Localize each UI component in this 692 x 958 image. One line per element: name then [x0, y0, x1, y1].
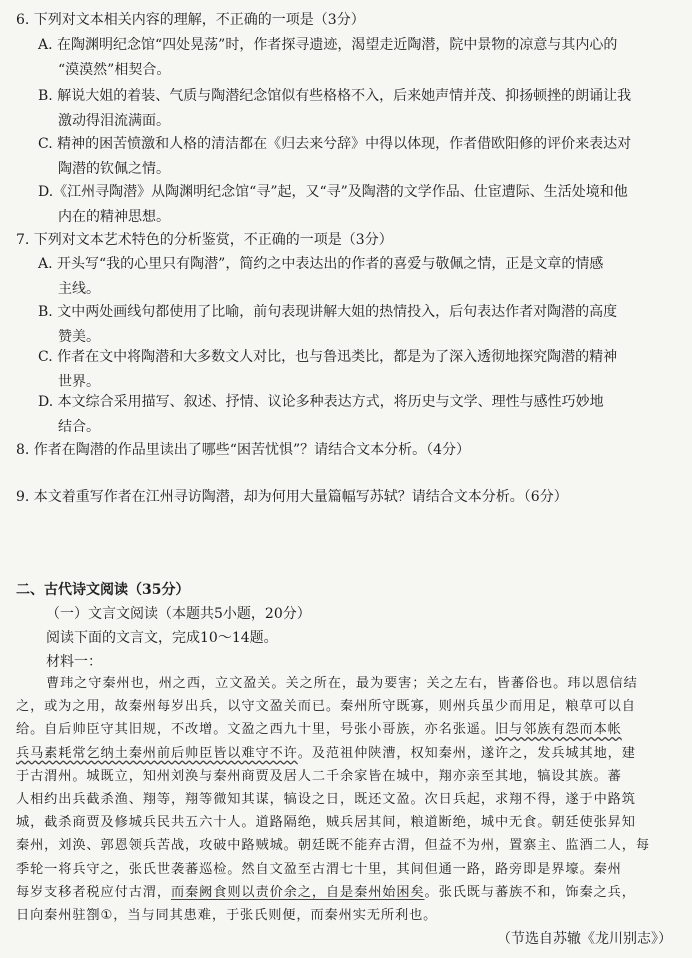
q6-option-c-line2: 陶潜的钦佩之情。	[58, 161, 170, 177]
wavy-underlined-sentence-part1: 旧与邻族有怨而本帐	[494, 722, 622, 738]
q6-option-a	[38, 33, 678, 83]
underlined-sentence: 而秦阙食则以责价余之，自是秦州始困矣	[170, 884, 425, 900]
q7-option-a	[38, 252, 678, 302]
q6-option-d-line1: D.《江州寻陶潜》从陶渊明纪念馆“寻”起，又“寻”及陶潜的文学作品、仕宦遭际、生活处境和他	[38, 184, 628, 200]
passage-line-4	[16, 742, 676, 765]
passage-line-10	[16, 881, 676, 904]
q7-option-b-line2: 赞美。	[58, 329, 100, 345]
q8-stem: 8. 作者在陶潜的作品里读出了哪些“困苦忧惧”？请结合文本分析。（4分）	[16, 442, 471, 458]
passage-line-8: 秦州，刘涣、郭恩领兵苦战，攻破中路贼城。朝廷既不能弃古渭，但益不为州，置寨主、监酒二人，每	[16, 838, 650, 854]
q7-option-d-line2: 结合。	[58, 419, 100, 435]
material-one-label: 材料一：	[46, 654, 102, 670]
passage-line-11: 日向秦州驻劄①，当与同其患难，于张氏则便，而秦州实无所利也。	[16, 908, 438, 924]
q7-option-d	[38, 390, 678, 440]
q7-option-d-line1: D. 本文综合采用描写、叙述、抒情、议论多种表达方式，将历史与文学、理性与感性巧妙地	[38, 394, 604, 410]
q7-option-a-line2: 主线。	[58, 281, 100, 297]
passage-line-4-text: 。及范祖仲陕漕，权知秦州，遂许之，发兵城其地，建	[297, 745, 636, 761]
q6-option-b-line1: B. 解说大姐的着装、气质与陶潜纪念馆似有些格格不入，后来她声情并茂、抑扬顿挫的朗诵让我	[38, 88, 632, 104]
passage-line-1: 曹玮之守秦州也，州之西，立文盈关。关之所在，最为要害；关之左右，皆蕃俗也。玮以恩信结	[46, 676, 638, 691]
passage-line-10-start: 每岁支移者税应付古渭，	[16, 884, 171, 900]
q6-option-b-line2: 激动得泪流满面。	[58, 113, 170, 129]
passage-line-3-text: 给。自后帅臣守其旧规，不改增。文盈之西九十里，号张小哥族，亦名张遥。	[16, 722, 495, 738]
passage-line-2: 之，或为之用，故秦州每岁出兵，以守文盈关而已。秦州所守既寡，则州兵虽少而用足，粮草可以自	[16, 699, 636, 715]
q7-option-b-line1: B. 文中两处画线句都使用了比喻，前句表现讲解大姐的热情投入，后句表达作者对陶潜的高度	[38, 304, 618, 320]
q9-stem: 9. 本文着重写作者在江州寻访陶潜，却为何用大量篇幅写苏轼？请结合文本分析。（6分）	[16, 489, 568, 505]
section2-title: 二、古代诗文阅读（35分）	[16, 582, 190, 598]
section2-instruction: 阅读下面的文言文，完成10～14题。	[46, 630, 278, 646]
classical-passage	[16, 672, 676, 927]
q7-stem: 7. 下列对文本艺术特色的分析鉴赏，不正确的一项是（3分）	[16, 232, 393, 248]
source-citation: （节选自苏辙《龙川别志》）	[497, 931, 672, 947]
passage-line-3	[16, 718, 676, 741]
q7-option-c-line2: 世界。	[58, 374, 100, 390]
passage-line-6: 人相约出兵截杀渔、翔等，翔等微知其谋，犒设之日，既还文盈。次日兵起，求翔不得，遂于中路筑	[16, 792, 636, 808]
q6-option-b	[38, 84, 678, 134]
section2-subtitle: （一）文言文阅读（本题共5小题，20分）	[46, 606, 311, 622]
passage-line-10-end: 。张氏既与蕃族不和，饰秦之兵，	[424, 884, 636, 900]
q6-option-c-line1: C. 精神的困苦愤激和人格的清洁都在《归去来兮辞》中得以体现，作者借欧阳修的评价来表达对	[38, 136, 632, 152]
q7-option-c-line1: C. 作者在文中将陶潜和大多数文人对比，也与鲁迅类比，都是为了深入透彻地探究陶潜的精神	[38, 349, 618, 365]
passage-line-5: 于古渭州。城既立，知州刘涣与秦州商贾及居人二千余家皆在城中，翔亦亲至其地，犒设其族。蕃	[16, 768, 622, 784]
q6-option-d	[38, 180, 678, 230]
q7-option-a-line1: A. 开头写“我的心里只有陶潜”，简约之中表达出的作者的喜爱与敬佩之情，正是文章的情感	[38, 256, 604, 272]
q6-option-a-line2: “漠漠然”相契合。	[58, 62, 171, 78]
q6-stem: 6. 下列对文本相关内容的理解，不正确的一项是（3分）	[16, 12, 365, 28]
q7-option-b	[38, 300, 678, 350]
q7-option-c	[38, 345, 678, 395]
q6-option-a-line1: A. 在陶渊明纪念馆“四处晃荡”时，作者探寻遗迹，渴望走近陶潜，院中景物的凉意与其内心的	[38, 37, 618, 53]
passage-line-9: 季轮一将兵守之，张氏世袭蕃巡检。然自文盈至古渭七十里，其间但通一路，路旁即是界壕。秦州	[16, 861, 622, 877]
q6-option-d-line2: 内在的精神思想。	[58, 209, 170, 225]
q6-option-c	[38, 132, 678, 182]
passage-line-7: 城，截杀商贾及修城兵民共五六十人。道路隔绝，贼兵居其间，粮道断绝，城中无食。朝廷使张昇知	[16, 815, 636, 831]
wavy-underlined-sentence-part2: 兵马素耗常乞纳土秦州前后帅臣皆以难守不许	[16, 745, 298, 761]
